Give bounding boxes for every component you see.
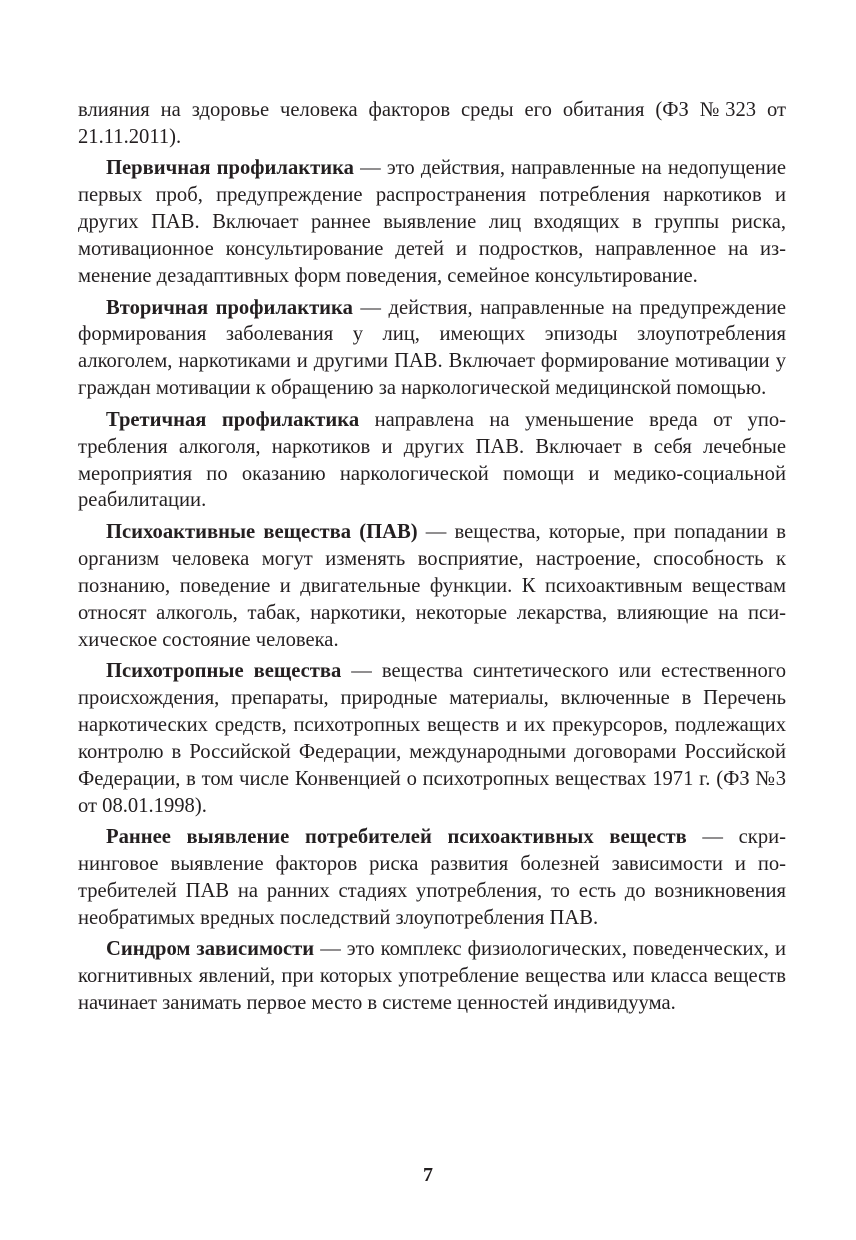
definition-psychoactive-substances bbox=[78, 519, 786, 654]
definition-psychotropic-substances bbox=[78, 658, 786, 819]
definition: — вещества синтетического или естественного происхождения, препараты, природные материалы, включенные в Перечень наркотических средств, психотропных веществ и их прекурсоров, подлежащих контролю в Российской Федерации, международными договорами Российской Федерации, в том числе Конвенцией о психотропных веществах 1971 г. (ФЗ №3 от 08.01.1998). bbox=[78, 660, 786, 817]
paragraph-body: влияния на здоровье человека факторов среды его обитания (ФЗ №323 от 21.11.2011). bbox=[78, 99, 786, 148]
definition-primary-prevention bbox=[78, 155, 786, 290]
definition-secondary-prevention bbox=[78, 295, 786, 403]
body-text bbox=[78, 97, 786, 1022]
definition: — действия, направленные на предупреждение формирования заболевания у лиц, имеющих эпизоды злоупотребления алкоголем, наркотиками и другими ПАВ. Включает формирование мотивации у граждан мотивации к обращению за наркологической медицинской помощью. bbox=[78, 296, 787, 400]
definition: — это комплекс физиологических, поведенческих, и когнитивных явлений, при которых употребление вещества или класса веществ начинает занимать первое место в системе ценностей индивидуума. bbox=[78, 938, 786, 1015]
term: Вторичная профилактика bbox=[106, 296, 353, 319]
term: Первичная профилактика bbox=[106, 157, 354, 180]
term: Третичная профилактика bbox=[106, 408, 360, 431]
term: Психоактивные вещества (ПАВ) bbox=[106, 520, 418, 543]
definition: — это действия, направленные на недопущение первых проб, предупреждение распространения потребления наркотиков и других ПАВ. Включает раннее выявление лиц входящих в группы риска, мотивационное консультирование детей и подростков, направленное на изменение дезадаптивных форм поведения, семейное консультирование. bbox=[78, 157, 786, 288]
definition: направлена на уменьшение вреда от употребления алкоголя, наркотиков и других ПАВ. Включает в себя лечебные мероприятия по оказанию наркологической помощи и медико-социальной реабилитации. bbox=[78, 408, 787, 512]
term: Синдром зависимости bbox=[106, 938, 315, 961]
page-number: 7 bbox=[423, 1164, 433, 1186]
term: Психотропные вещества bbox=[106, 660, 342, 683]
definition: — скрининговое выявление факторов риска развития болезней зависимости и потребителей ПАВ на ранних стадиях употребления, то есть до возникновения необратимых вредных последствий злоупотребления ПАВ. bbox=[78, 826, 786, 929]
definition-tertiary-prevention bbox=[78, 407, 786, 515]
paragraph-continuation bbox=[78, 97, 786, 151]
definition-dependence-syndrome bbox=[78, 936, 786, 1017]
definition-early-detection bbox=[78, 824, 786, 932]
definition: — вещества, которые, при попадании в организм человека могут изменять восприятие, настроение, способность к познанию, поведение и двигательные функции. К психоактивным веществам относят алкоголь, табак, наркотики, некоторые лекарства, влияющие на психическое состояние человека. bbox=[78, 520, 786, 651]
term: Раннее выявление потребителей психоактивных веществ bbox=[106, 826, 687, 849]
